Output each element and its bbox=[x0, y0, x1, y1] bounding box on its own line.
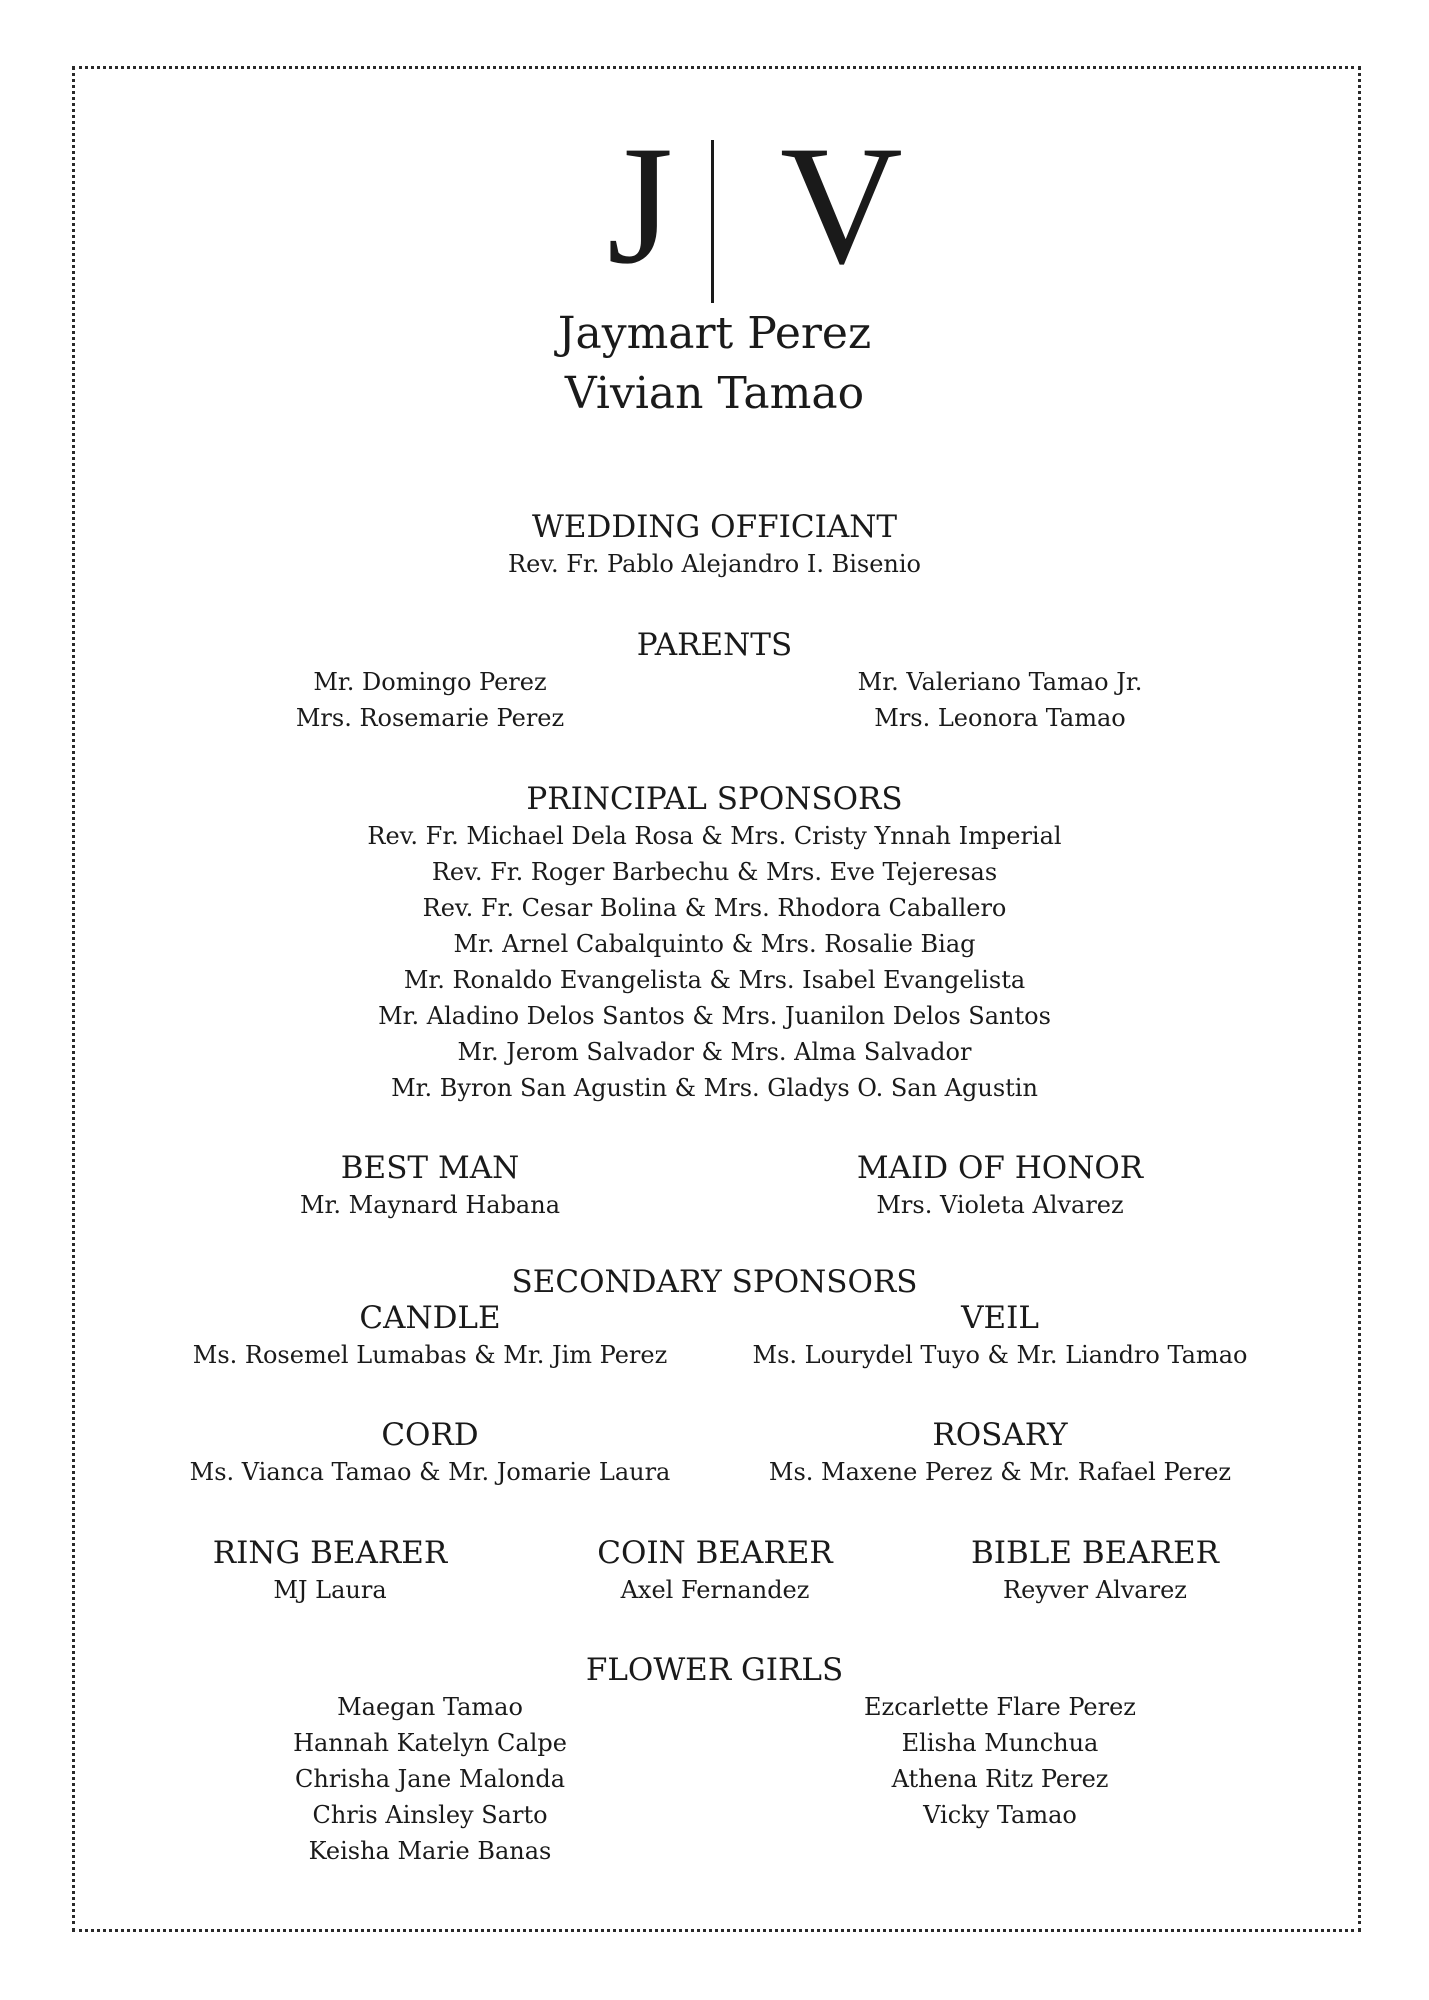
principal-sponsors-heading: PRINCIPAL SPONSORS bbox=[526, 781, 903, 817]
coin-bearer-name: Axel Fernandez bbox=[620, 1576, 810, 1604]
groom-name: Jaymart Perez bbox=[557, 308, 872, 359]
flower-girls-right-list bbox=[720, 1689, 1280, 1833]
parent-name: Mr. Valeriano Tamao Jr. bbox=[857, 668, 1143, 696]
monogram-right-initial: V bbox=[780, 111, 903, 299]
sponsor-pair: Rev. Fr. Cesar Bolina & Mrs. Rhodora Caballero bbox=[422, 894, 1007, 922]
sponsor-pair: Mr. Ronaldo Evangelista & Mrs. Isabel Evangelista bbox=[403, 966, 1026, 994]
monogram-divider bbox=[711, 140, 714, 303]
veil-sponsors: Ms. Lourydel Tuyo & Mr. Liandro Tamao bbox=[752, 1341, 1248, 1369]
best-man-name: Mr. Maynard Habana bbox=[299, 1191, 560, 1219]
flower-girl-name: Chrisha Jane Malonda bbox=[294, 1765, 566, 1793]
flower-girls-left-list bbox=[150, 1689, 710, 1869]
coin-bearer-heading: COIN BEARER bbox=[597, 1535, 833, 1571]
flower-girl-name: Elisha Munchua bbox=[901, 1729, 1099, 1757]
maid-of-honor-heading: MAID OF HONOR bbox=[856, 1150, 1144, 1186]
sponsor-pair: Rev. Fr. Michael Dela Rosa & Mrs. Cristy Ynnah Imperial bbox=[367, 822, 1062, 850]
candle-sponsors: Ms. Rosemel Lumabas & Mr. Jim Perez bbox=[192, 1341, 668, 1369]
rosary-heading: ROSARY bbox=[932, 1417, 1068, 1453]
officiant-heading: WEDDING OFFICIANT bbox=[531, 509, 898, 545]
cord-sponsors: Ms. Vianca Tamao & Mr. Jomarie Laura bbox=[189, 1458, 671, 1486]
flower-girl-name: Keisha Marie Banas bbox=[308, 1837, 552, 1865]
flower-girl-name: Chris Ainsley Sarto bbox=[312, 1801, 548, 1829]
parent-name: Mrs. Rosemarie Perez bbox=[295, 704, 565, 732]
principal-sponsors-list bbox=[0, 818, 1429, 1106]
flower-girl-name: Ezcarlette Flare Perez bbox=[864, 1693, 1136, 1721]
maid-of-honor-name: Mrs. Violeta Alvarez bbox=[876, 1191, 1124, 1219]
best-man-heading: BEST MAN bbox=[340, 1150, 520, 1186]
flower-girl-name: Vicky Tamao bbox=[923, 1801, 1077, 1829]
flower-girl-name: Maegan Tamao bbox=[337, 1693, 523, 1721]
veil-heading: VEIL bbox=[961, 1300, 1039, 1336]
parent-name: Mr. Domingo Perez bbox=[313, 668, 547, 696]
flower-girls-heading: FLOWER GIRLS bbox=[585, 1652, 844, 1688]
ring-bearer-name: MJ Laura bbox=[273, 1576, 387, 1604]
bride-name: Vivian Tamao bbox=[564, 368, 865, 419]
flower-girl-name: Athena Ritz Perez bbox=[891, 1765, 1109, 1793]
sponsor-pair: Mr. Byron San Agustin & Mrs. Gladys O. San Agustin bbox=[391, 1074, 1038, 1102]
parent-name: Mrs. Leonora Tamao bbox=[874, 704, 1126, 732]
cord-heading: CORD bbox=[381, 1417, 479, 1453]
bible-bearer-name: Reyver Alvarez bbox=[1003, 1576, 1187, 1604]
sponsor-pair: Mr. Arnel Cabalquinto & Mrs. Rosalie Biag bbox=[453, 930, 976, 958]
flower-girl-name: Hannah Katelyn Calpe bbox=[293, 1729, 567, 1757]
candle-heading: CANDLE bbox=[359, 1300, 501, 1336]
rosary-sponsors: Ms. Maxene Perez & Mr. Rafael Perez bbox=[768, 1458, 1232, 1486]
monogram-left-initial: J bbox=[606, 111, 674, 299]
parents-heading: PARENTS bbox=[636, 627, 793, 663]
secondary-sponsors-heading: SECONDARY SPONSORS bbox=[511, 1264, 918, 1300]
ring-bearer-heading: RING BEARER bbox=[212, 1535, 448, 1571]
bible-bearer-heading: BIBLE BEARER bbox=[971, 1535, 1219, 1571]
sponsor-pair: Mr. Jerom Salvador & Mrs. Alma Salvador bbox=[457, 1038, 972, 1066]
sponsor-pair: Mr. Aladino Delos Santos & Mrs. Juanilon Delos Santos bbox=[378, 1002, 1051, 1030]
parents-bride-side bbox=[720, 664, 1280, 736]
sponsor-pair: Rev. Fr. Roger Barbechu & Mrs. Eve Tejeresas bbox=[431, 858, 998, 886]
parents-groom-side bbox=[150, 664, 710, 736]
officiant-name: Rev. Fr. Pablo Alejandro I. Bisenio bbox=[508, 550, 921, 578]
